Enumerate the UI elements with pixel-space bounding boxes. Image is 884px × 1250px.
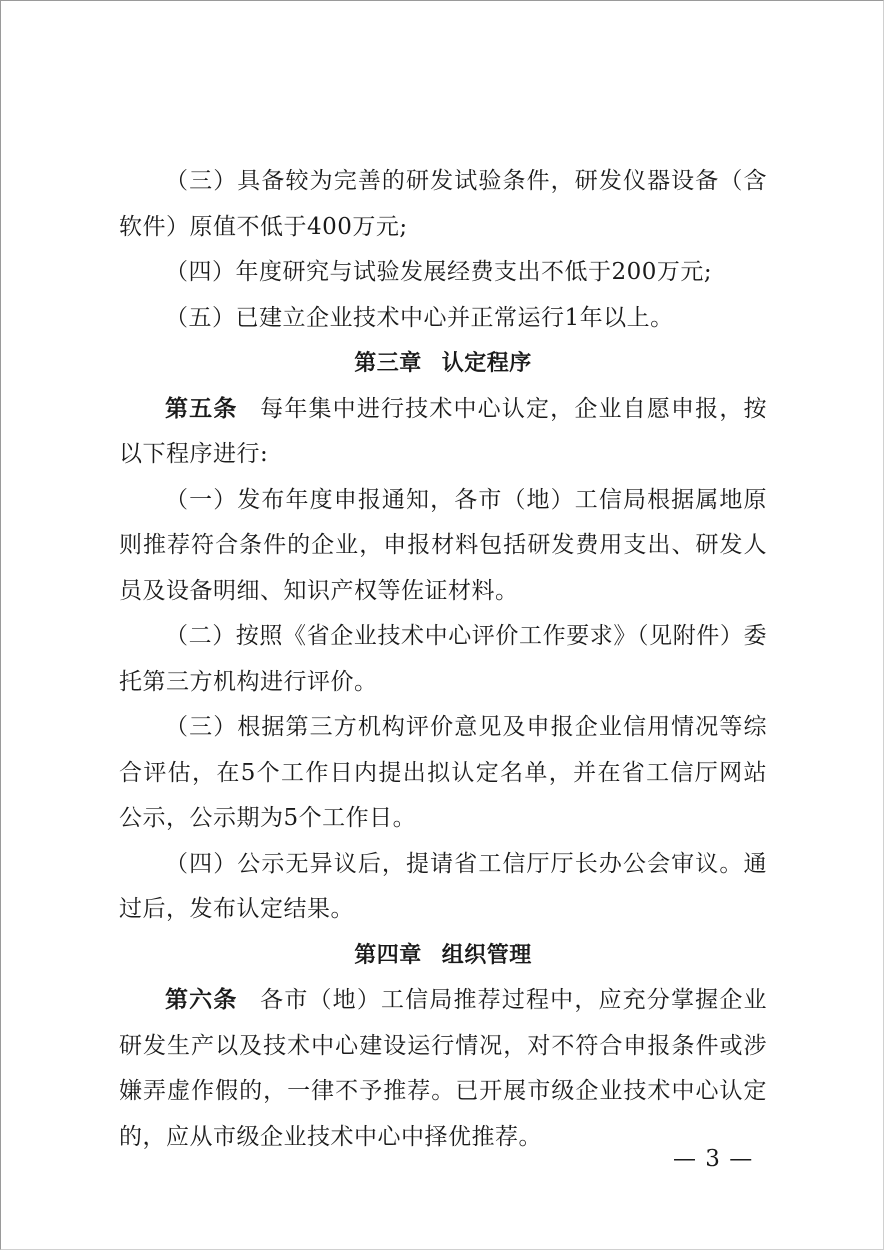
procedure-item-3: （三）根据第三方机构评价意见及申报企业信用情况等综合评估，在5个工作日内提出拟认定名单，并在省工信厅网站公示，公示期为5个工作日。 xyxy=(119,714,767,831)
chapter-number: 第三章 xyxy=(354,351,422,376)
paragraph-item-4: （四）年度研究与试验发展经费支出不低于200万元; xyxy=(165,259,713,285)
procedure-item-1: （一）发布年度申报通知，各市（地）工信局根据属地原则推荐符合条件的企业，申报材料包括研发费用支出、研发人员及设备明细、知识产权等佐证材料。 xyxy=(119,486,767,604)
chapter-title: 组织管理 xyxy=(441,942,532,968)
article-5 xyxy=(119,387,767,478)
chapter-heading-4 xyxy=(119,933,767,979)
article-text: 各市（地）工信局推荐过程中，应充分掌握企业研发生产以及技术中心建设运行情况，对不符合申报条件或涉嫌弄虚作假的，一律不予推荐。已开展市级企业技术中心认定的，应从市级企业技术中心中择优推荐。 xyxy=(119,987,768,1150)
article-label: 第五条 xyxy=(165,395,238,422)
article-label: 第六条 xyxy=(165,987,238,1013)
page-number: — 3 — xyxy=(673,1146,754,1172)
paragraph-item-3: （三）具备较为完善的研发试验条件，研发仪器设备（含软件）原值不低于400万元; xyxy=(119,168,767,240)
chapter-number: 第四章 xyxy=(354,942,422,968)
article-6 xyxy=(119,978,767,1160)
document-body xyxy=(119,159,767,1160)
article-text: 每年集中进行技术中心认定，企业自愿申报，按以下程序进行: xyxy=(119,395,768,467)
procedure-item-4: （四）公示无异议后，提请省工信厅厅长办公会审议。通过后，发布认定结果。 xyxy=(119,850,767,922)
paragraph-item-5: （五）已建立企业技术中心并正常运行1年以上。 xyxy=(165,304,674,331)
procedure-item-2: （二）按照《省企业技术中心评价工作要求》（见附件）委托第三方机构进行评价。 xyxy=(119,623,767,695)
chapter-title: 认定程序 xyxy=(441,351,532,376)
chapter-heading-3 xyxy=(119,341,767,387)
